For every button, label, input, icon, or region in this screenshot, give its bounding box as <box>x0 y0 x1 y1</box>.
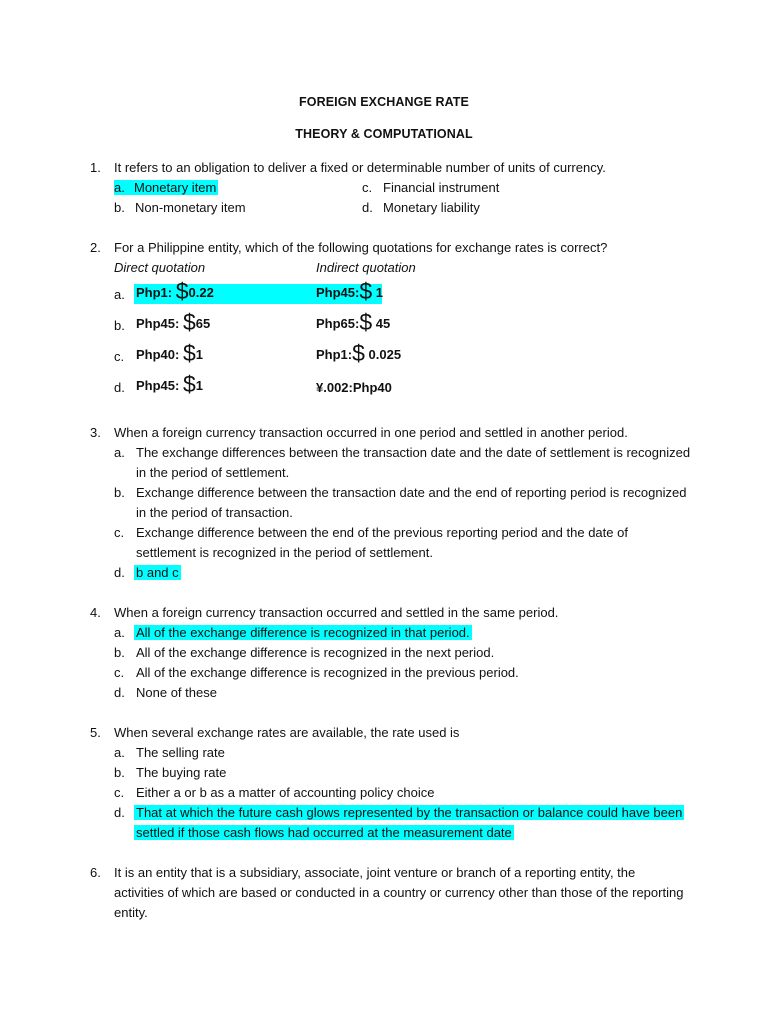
option-text: Monetary liability <box>383 200 480 215</box>
option-text: The buying rate <box>136 765 227 780</box>
question-number: 5. <box>90 725 101 740</box>
question-number: 4. <box>90 605 101 620</box>
question-text: When several exchange rates are available, the rate used is <box>114 725 460 740</box>
document-title: FOREIGN EXCHANGE RATE <box>299 95 469 109</box>
indirect-quotation: ¥.002:Php40 <box>316 380 392 395</box>
option-text: Financial instrument <box>383 180 500 195</box>
option-text: Non-monetary item <box>135 200 246 215</box>
question-text: entity. <box>114 905 148 920</box>
option-letter: c. <box>114 525 125 540</box>
option-letter: a. <box>114 445 125 460</box>
indirect-quotation: Php65:$ 45 <box>316 309 391 335</box>
option-text-highlighted: settled if those cash flows had occurred at the measurement date <box>136 825 512 840</box>
option-letter: a. <box>114 625 125 640</box>
question-number: 3. <box>90 425 101 440</box>
indirect-quotation: Php1:$ 0.025 <box>316 340 402 366</box>
option-text: All of the exchange difference is recognized in the previous period. <box>136 665 519 680</box>
question-text: It refers to an obligation to deliver a fixed or determinable number of units of currency. <box>114 160 606 175</box>
option-text: The exchange differences between the transaction date and the date of settlement is recognized <box>136 445 691 460</box>
question-text: activities of which are based or conducted in a country or currency other than those of the reporting <box>114 885 684 900</box>
question-text: For a Philippine entity, which of the following quotations for exchange rates is correct? <box>114 240 608 255</box>
column-header-indirect: Indirect quotation <box>316 260 416 275</box>
option-letter: d. <box>114 380 125 395</box>
option-text: None of these <box>136 685 217 700</box>
option-letter: d. <box>114 805 125 820</box>
column-header-direct: Direct quotation <box>114 260 206 275</box>
option-text: Exchange difference between the end of the previous reporting period and the date of <box>136 525 628 540</box>
document-subtitle: THEORY & COMPUTATIONAL <box>295 127 473 141</box>
question-text: When a foreign currency transaction occurred in one period and settled in another period. <box>114 425 628 440</box>
option-letter: b. <box>114 485 125 500</box>
option-text: All of the exchange difference is recognized in the next period. <box>136 645 495 660</box>
direct-quotation: Php1: $0.22 <box>136 278 214 304</box>
option-letter: a. <box>114 745 125 760</box>
option-text-highlighted: All of the exchange difference is recognized in that period. <box>136 625 470 640</box>
option-text-highlighted: Monetary item <box>134 180 217 195</box>
option-letter: d. <box>114 685 125 700</box>
option-letter: c. <box>114 665 125 680</box>
option-text: Exchange difference between the transaction date and the end of reporting period is recognized <box>136 485 687 500</box>
option-letter: c. <box>362 180 373 195</box>
question-number: 1. <box>90 160 101 175</box>
option-letter: a. <box>114 287 125 302</box>
option-text: in the period of settlement. <box>136 465 290 480</box>
question-number: 2. <box>90 240 101 255</box>
option-letter: a. <box>114 180 135 195</box>
option-text: in the period of transaction. <box>136 505 293 520</box>
question-text: It is an entity that is a subsidiary, associate, joint venture or branch of a reporting entity, the <box>114 865 636 880</box>
direct-quotation: Php45: $65 <box>136 309 211 335</box>
option-letter: b. <box>114 318 125 333</box>
option-letter: c. <box>114 349 125 364</box>
option-text: The selling rate <box>136 745 225 760</box>
option-letter: b. <box>114 645 125 660</box>
option-letter: c. <box>114 785 125 800</box>
option-letter: b. <box>114 200 125 215</box>
option-text: Either a or b as a matter of accounting policy choice <box>136 785 435 800</box>
option-text-highlighted: b and c <box>136 565 179 580</box>
option-text: settlement is recognized in the period of settlement. <box>136 545 433 560</box>
direct-quotation: Php45: $1 <box>136 371 203 397</box>
indirect-quotation: Php45:$ 1 <box>316 278 383 304</box>
option-letter: b. <box>114 765 125 780</box>
option-letter: d. <box>362 200 373 215</box>
option-text-highlighted: That at which the future cash glows represented by the transaction or balance could have been <box>136 805 683 820</box>
direct-quotation: Php40: $1 <box>136 340 203 366</box>
option-letter: d. <box>114 565 125 580</box>
question-number: 6. <box>90 865 101 880</box>
question-text: When a foreign currency transaction occurred and settled in the same period. <box>114 605 559 620</box>
